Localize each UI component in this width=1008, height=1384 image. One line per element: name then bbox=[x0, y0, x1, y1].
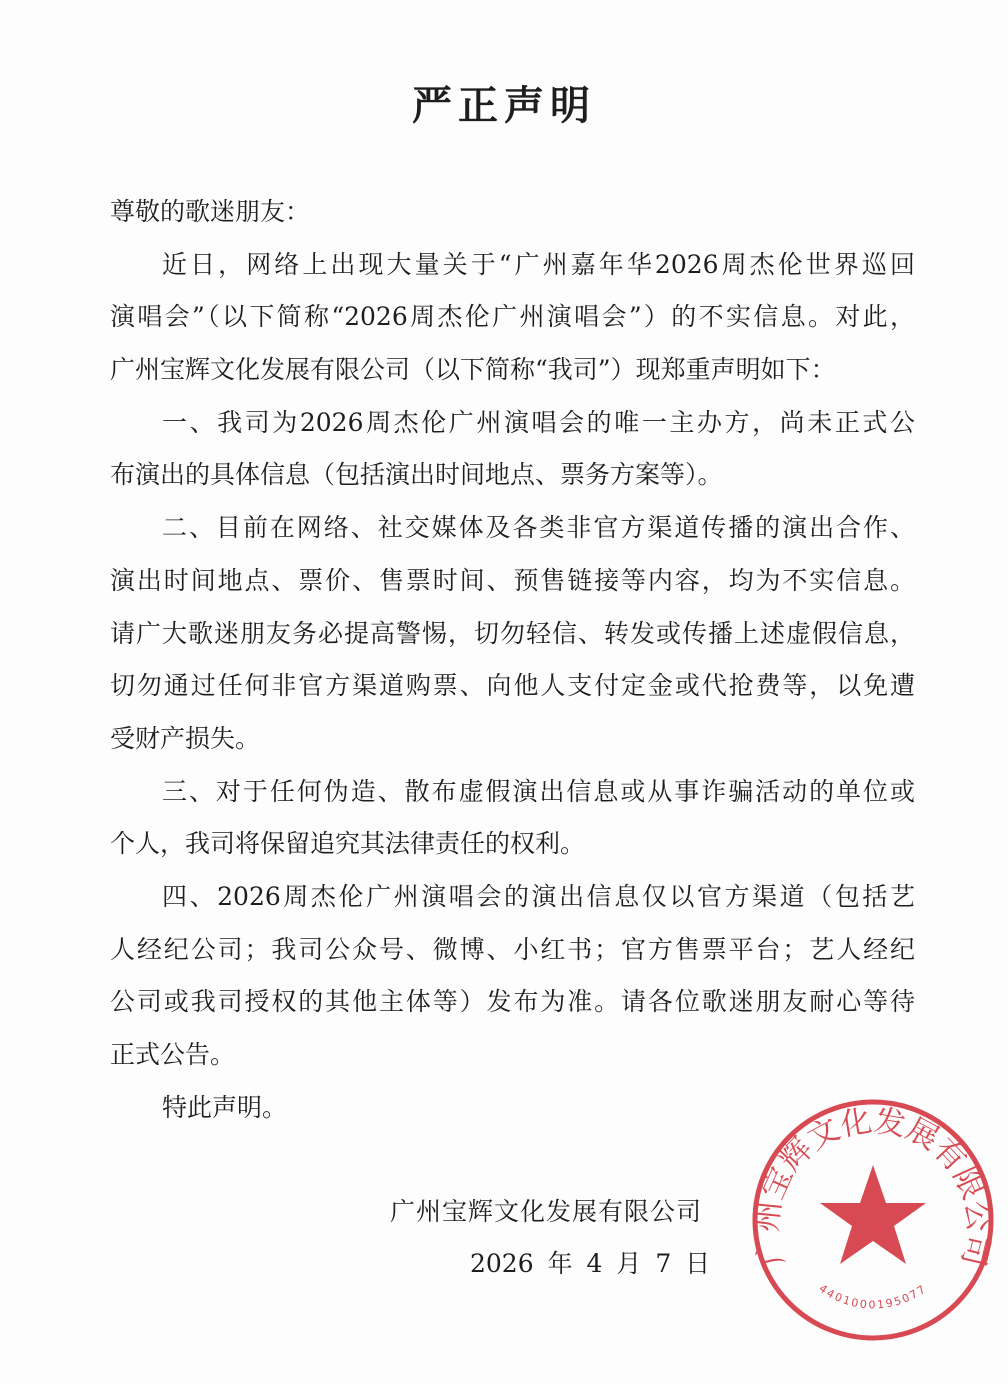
paragraph-line: 公司或我司授权的其他主体等）发布为准。请各位歌迷朋友耐心等待 bbox=[110, 987, 915, 1017]
document-title: 严正声明 bbox=[412, 82, 596, 129]
company-seal bbox=[748, 1095, 998, 1345]
signature-date: 2026 年 4 月 7 日 bbox=[470, 1249, 711, 1278]
paragraph-line: 演唱会”（以下简称“2026周杰伦广州演唱会”）的不实信息。对此， bbox=[110, 302, 915, 332]
greeting: 尊敬的歌迷朋友： bbox=[110, 197, 311, 226]
paragraph-line: 广州宝辉文化发展有限公司（以下简称“我司”）现郑重声明如下： bbox=[110, 355, 836, 385]
paragraph-line: 一、我司为2026周杰伦广州演唱会的唯一主办方，尚未正式公 bbox=[162, 407, 915, 437]
paragraph-line: 二、目前在网络、社交媒体及各类非官方渠道传播的演出合作、 bbox=[162, 513, 915, 543]
paragraph-line: 请广大歌迷朋友务必提高警惕，切勿轻信、转发或传播上述虚假信息， bbox=[110, 618, 915, 648]
star-icon bbox=[820, 1165, 926, 1264]
seal-arc-textpath: 广州宝辉文化发展有限公司 bbox=[749, 1102, 997, 1270]
paragraph-line: 切勿通过任何非官方渠道购票、向他人支付定金或代抢费等，以免遭 bbox=[110, 671, 915, 701]
paragraph-line: 人经纪公司；我司公众号、微博、小红书；官方售票平台；艺人经纪 bbox=[110, 934, 915, 964]
paragraph-line: 个人，我司将保留追究其法律责任的权利。 bbox=[110, 829, 586, 859]
seal-code-textpath: 4401000195077 bbox=[816, 1281, 930, 1312]
paragraph-line: 正式公告。 bbox=[110, 1040, 236, 1069]
paragraphs bbox=[110, 239, 915, 1135]
document-body bbox=[110, 186, 915, 1134]
paragraph-line: 受财产损失。 bbox=[110, 723, 261, 753]
paragraph-line: 四、2026周杰伦广州演唱会的演出信息仅以官方渠道（包括艺 bbox=[162, 881, 915, 911]
paragraph-line: 布演出的具体信息（包括演出时间地点、票务方案等）。 bbox=[110, 460, 723, 490]
paragraph-line: 三、对于任何伪造、散布虚假演出信息或从事诈骗活动的单位或 bbox=[162, 776, 915, 806]
signature-company: 广州宝辉文化发展有限公司 bbox=[390, 1197, 703, 1226]
paragraph-line: 演出时间地点、票价、售票时间、预售链接等内容，均为不实信息。 bbox=[110, 565, 915, 595]
paragraph-line: 特此声明。 bbox=[162, 1092, 288, 1122]
paragraph-line: 近日，网络上出现大量关于“广州嘉年华2026周杰伦世界巡回 bbox=[162, 249, 915, 279]
seal-code bbox=[817, 1282, 930, 1312]
